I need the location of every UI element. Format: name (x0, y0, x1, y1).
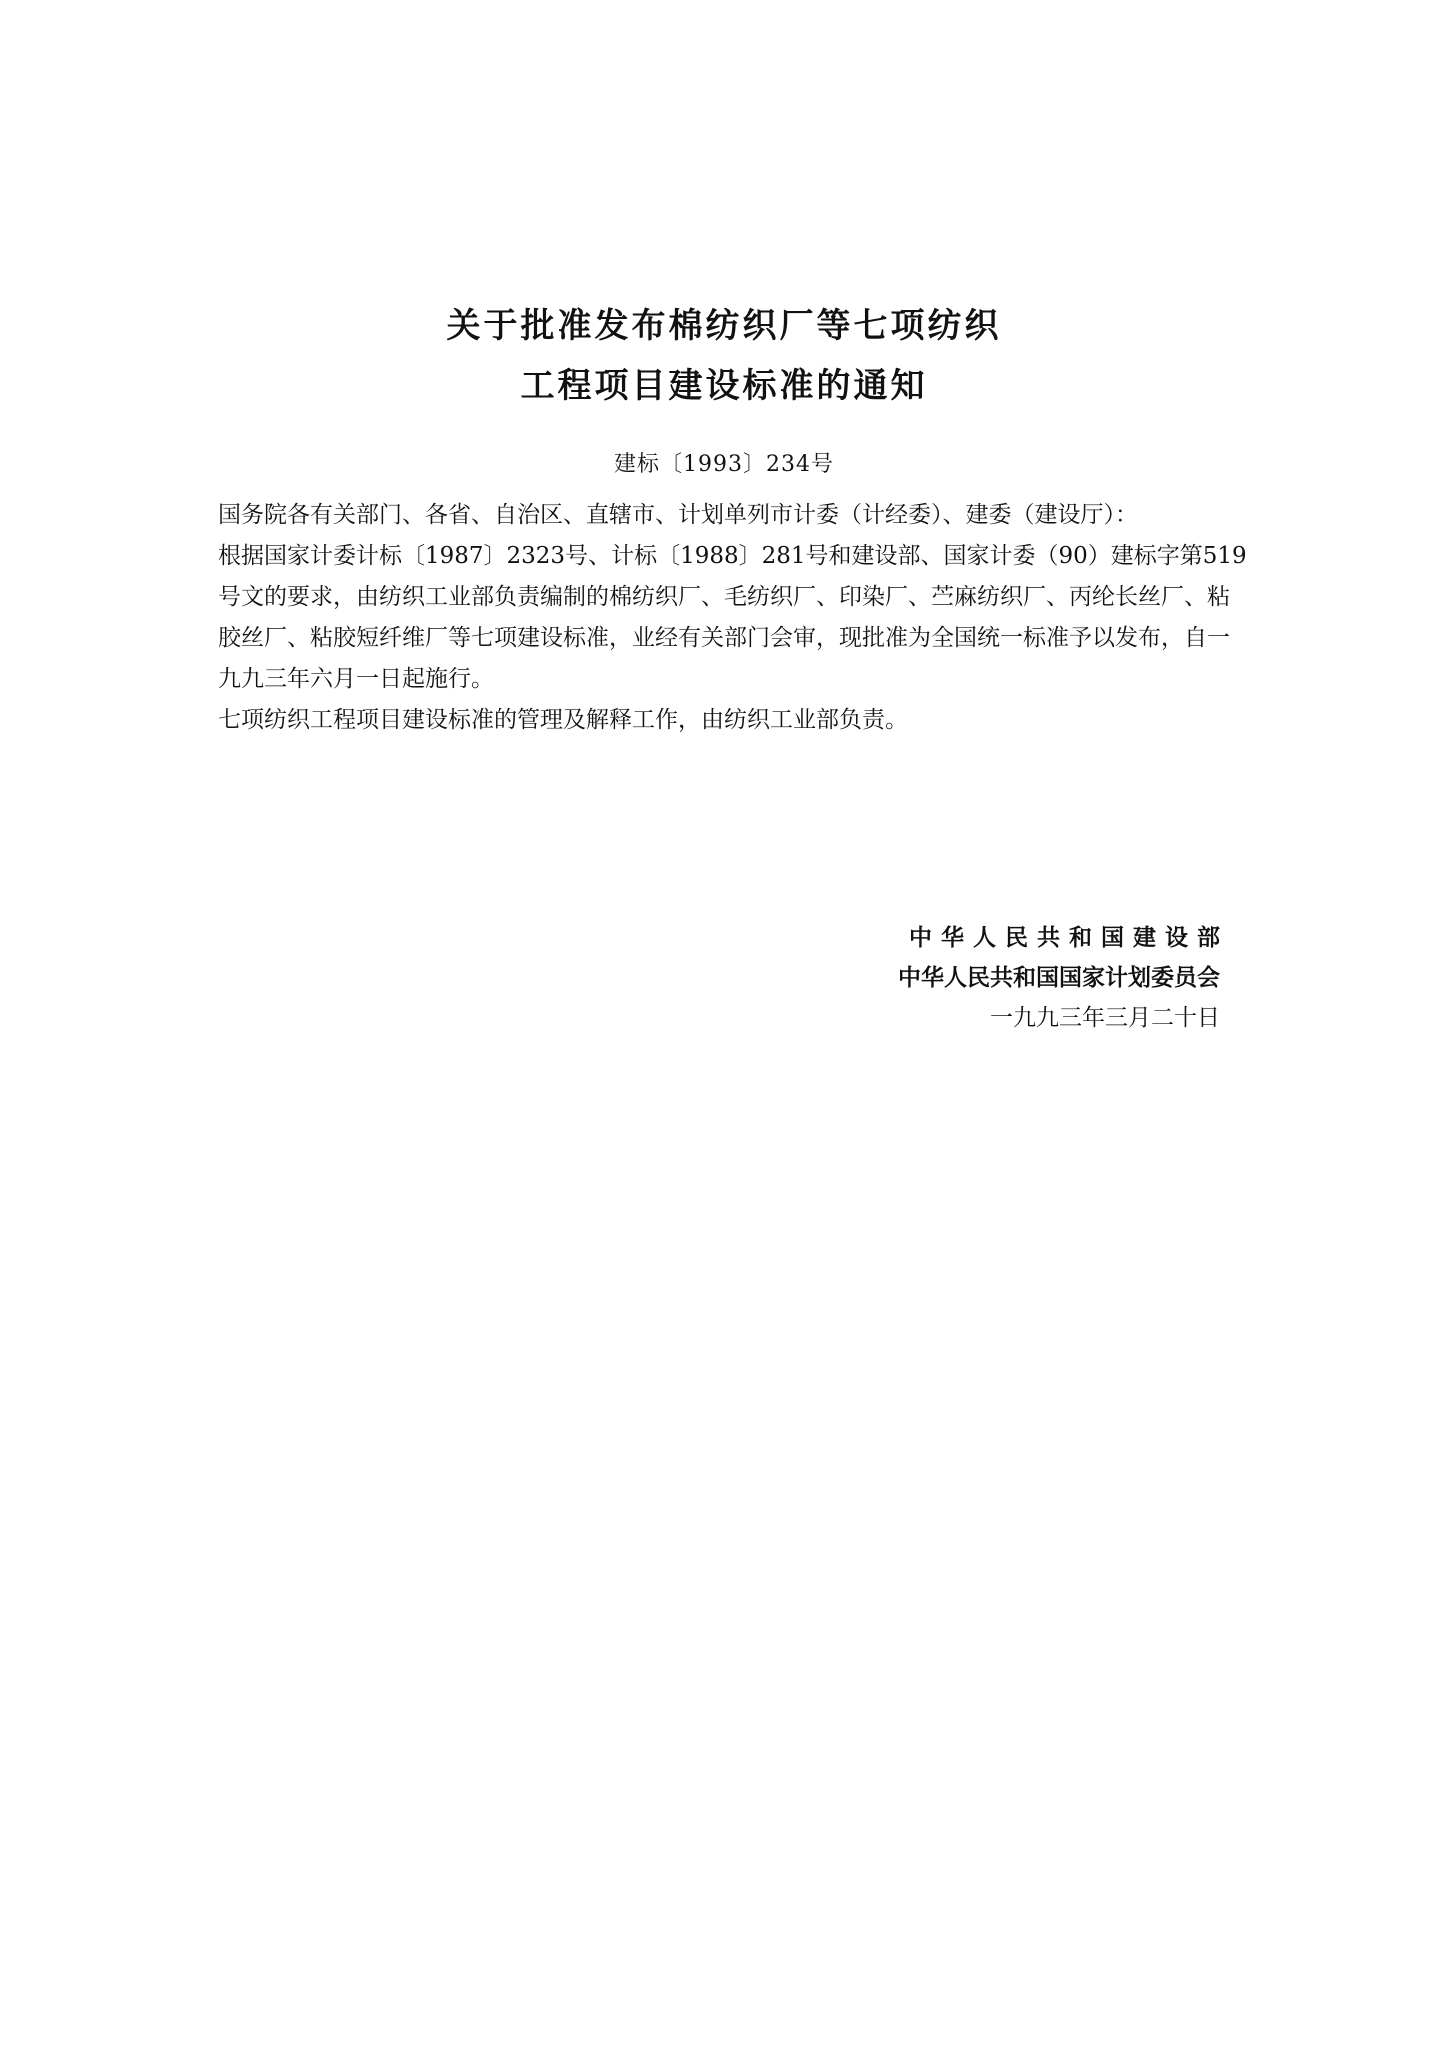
paragraph-1-line-2: 号文的要求，由纺织工业部负责编制的棉纺织厂、毛纺织厂、印染厂、苎麻纺织厂、丙纶长丝厂、粘 (218, 584, 1230, 610)
paragraph-2: 七项纺织工程项目建设标准的管理及解释工作，由纺织工业部负责。 (218, 707, 908, 733)
addressee-line: 国务院各有关部门、各省、自治区、直辖市、计划单列市计委（计经委）、建委（建设厅）： (218, 502, 1138, 528)
paragraph-1-line-4: 九九三年六月一日起施行。 (218, 666, 494, 692)
signature-block (700, 918, 1229, 1038)
notice-title-line-1: 关于批准发布棉纺织厂等七项纺织 (446, 306, 1002, 346)
paragraph-1-line-3: 胶丝厂、粘胶短纤维厂等七项建设标准，业经有关部门会审，现批准为全国统一标准予以发布，自一 (218, 625, 1230, 651)
signer-state-planning-commission: 中华人民共和国国家计划委员会 (898, 965, 1220, 991)
paragraph-1-line-1: 根据国家计委计标〔1987〕2323号、计标〔1988〕281号和建设部、国家计委（90）建标字第519 (218, 543, 1247, 569)
notice-title-line-2: 工程项目建设标准的通知 (520, 366, 928, 406)
notice-body (218, 495, 1298, 741)
document-number: 建标〔1993〕234号 (614, 452, 834, 477)
signer-ministry-of-construction: 中华人民共和国建设部 (909, 925, 1229, 951)
issue-date: 一九九三年三月二十日 (990, 1005, 1220, 1031)
